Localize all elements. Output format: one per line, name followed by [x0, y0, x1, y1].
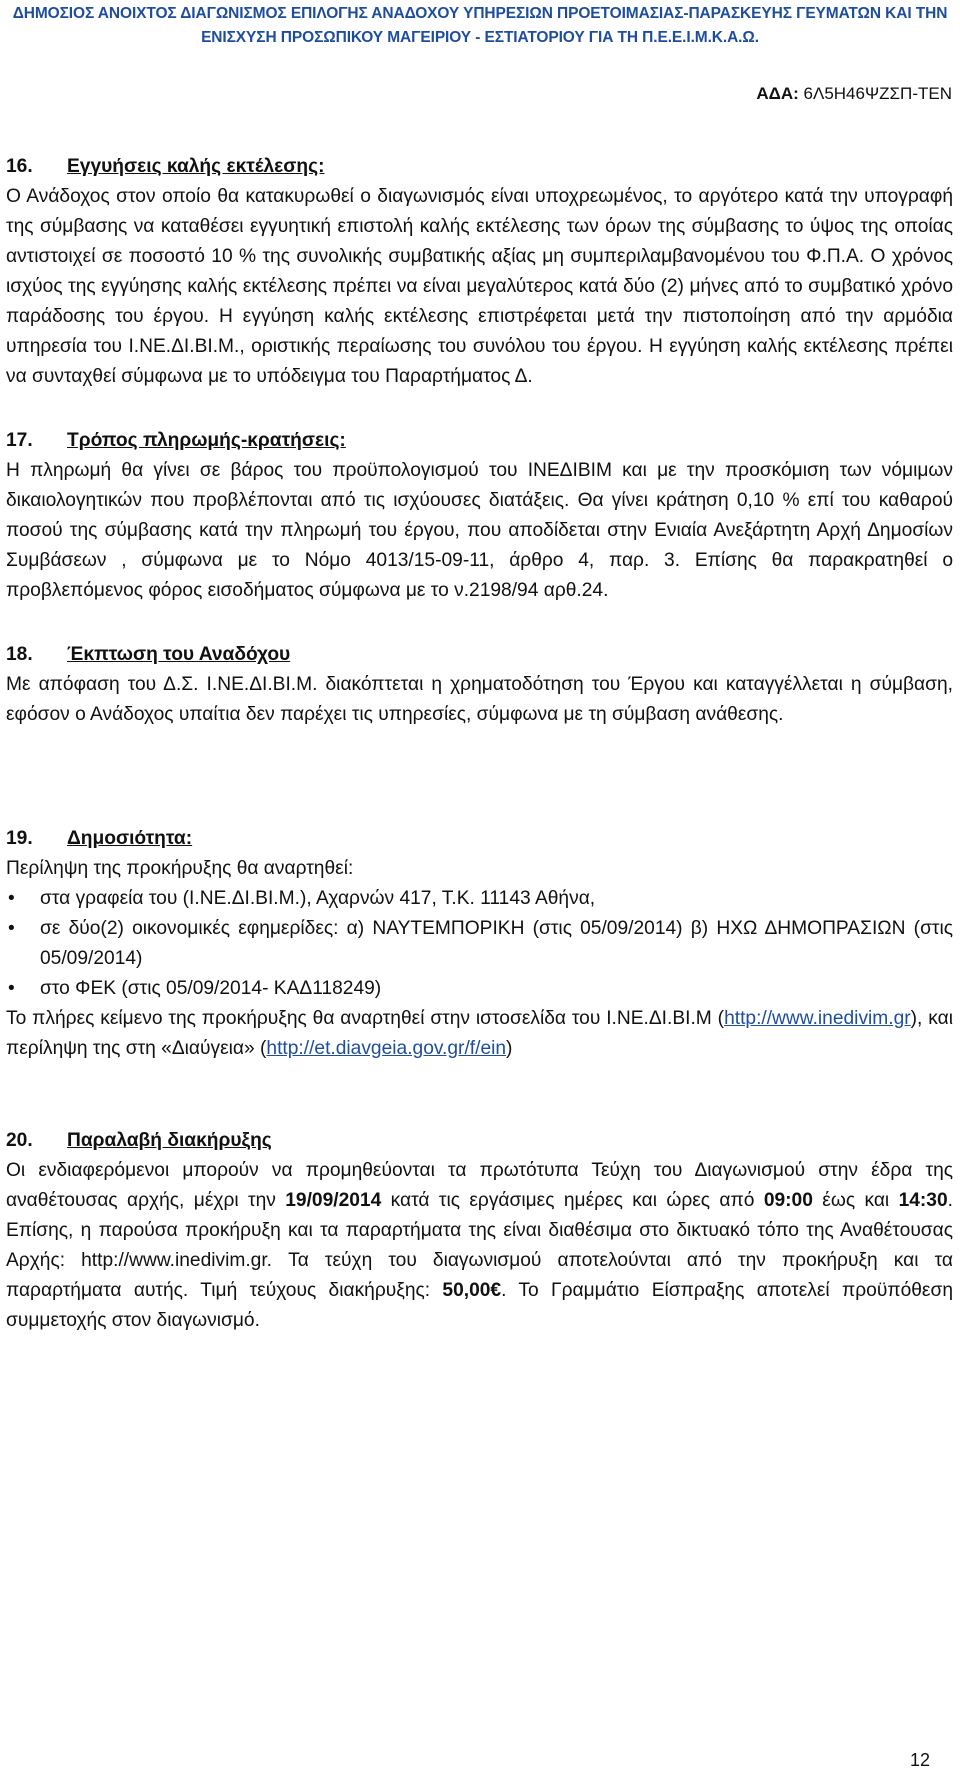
- text-part-4: . Επίσης, η παρούσα προκήρυξη και τα παραρτήματα της είναι διαθέσιμα στο δικτυακό τόπο της Αναθέτουσας Αρχής: http://www.inedivim.gr. Τα τεύχη του διαγωνισμού αποτελούνται από την προκήρυξη και τα παραρτήματα αυτής. Τιμή τεύχους διακήρυξης:: [6, 1190, 953, 1301]
- document-header: [0, 2, 960, 50]
- section-intro: Περίληψη της προκήρυξης θα αναρτηθεί:: [6, 858, 354, 879]
- section-16: [6, 152, 953, 392]
- document-price: 50,00€: [442, 1280, 502, 1301]
- list-item-text: στα γραφεία του (Ι.ΝΕ.ΔΙ.ΒΙ.Μ.), Αχαρνών 417, Τ.Κ. 11143 Αθήνα,: [40, 888, 596, 909]
- section-heading: [6, 824, 953, 854]
- section-number: 19.: [6, 828, 33, 849]
- section-number: 20.: [6, 1130, 33, 1151]
- section-title: Τρόπος πληρωμής-κρατήσεις:: [67, 430, 346, 451]
- header-line-2: ΕΝΙΣΧΥΣΗ ΠΡΟΣΩΠΙΚΟΥ ΜΑΓΕΙΡΙΟΥ - ΕΣΤΙΑΤΟΡΙΟΥ ΓΙΑ ΤΗ Π.Ε.Ε.Ι.Μ.Κ.Α.Ω.: [201, 29, 759, 46]
- section-heading: [6, 426, 953, 456]
- list-item-text: σε δύο(2) οικονομικές εφημερίδες: α) ΝΑΥΤΕΜΠΟΡΙΚΗ (στις 05/09/2014) β) ΗΧΩ ΔΗΜΟΠΡΑΣΙΩΝ (στις 05/09/2014): [40, 918, 953, 969]
- list-item: [6, 884, 953, 914]
- section-text: Ο Ανάδοχος στον οποίο θα κατακυρωθεί ο διαγωνισμός είναι υποχρεωμένος, το αργότερο κατά την υπογραφή της σύμβασης να καταθέσει εγγυητική επιστολή καλής εκτέλεσης των όρων της σύμβασης το ύψος της οποίας αντιστοιχεί σε ποσοστό 10 % της συνολικής συμβατικής αξίας μη συμπεριλαμβανομένου του Φ.Π.Α. Ο χρόνος ισχύος της εγγύησης καλής εκτέλεσης πρέπει να είναι μεγαλύτερος κατά δύο (2) μήνες από το συμβατικό χρόνο παράδοσης του έργου. Η εγγύηση καλής εκτέλεσης επιστρέφεται μετά την πιστοποίηση από την αρμόδια υπηρεσία του Ι.ΝΕ.ΔΙ.ΒΙ.Μ., οριστικής περαίωσης του συνόλου του έργου. Η εγγύηση καλής εκτέλεσης πρέπει να συνταχθεί σύμφωνα με το υπόδειγμα του Παραρτήματος Δ.: [6, 186, 953, 387]
- bullet-icon: •: [8, 918, 15, 939]
- outro-text-b: ), και περίληψη της στη «Διαύγεια» (: [6, 1008, 953, 1059]
- list-item-text: στο ΦΕΚ (στις 05/09/2014- ΚΑΔ118249): [40, 978, 382, 999]
- section-outro: [6, 1004, 953, 1064]
- outro-text-a: Το πλήρες κείμενο της προκήρυξης θα αναρτηθεί στην ιστοσελίδα του Ι.ΝΕ.ΔΙ.ΒΙ.Μ (: [6, 1008, 725, 1029]
- list-item: [6, 974, 953, 1004]
- section-number: 18.: [6, 644, 33, 665]
- text-part-3: έως και: [812, 1190, 899, 1211]
- section-18: [6, 640, 953, 730]
- text-part-5: . Το Γραμμάτιο Είσπραξης αποτελεί προϋπόθεση συμμετοχής στον διαγωνισμό.: [6, 1280, 953, 1331]
- section-19: [6, 824, 953, 1064]
- section-heading: [6, 152, 953, 182]
- ada-label: ΑΔΑ:: [756, 84, 799, 103]
- section-heading: [6, 1126, 953, 1156]
- page-number: 12: [909, 1750, 930, 1770]
- header-line-1: ΔΗΜΟΣΙΟΣ ΑΝΟΙΧΤΟΣ ΔΙΑΓΩΝΙΣΜΟΣ ΕΠΙΛΟΓΗΣ ΑΝΑΔΟΧΟΥ ΥΠΗΡΕΣΙΩΝ ΠΡΟΕΤΟΙΜΑΣΙΑΣ-ΠΑΡΑΣΚΕΥΗΣ ΓΕΥΜΑΤΩΝ ΚΑΙ ΤΗΝ: [12, 5, 948, 22]
- hours-to: 14:30: [898, 1190, 948, 1211]
- text-part-2: κατά τις εργάσιμες ημέρες και ώρες από: [381, 1190, 764, 1211]
- section-text: Η πληρωμή θα γίνει σε βάρος του προϋπολογισμού του ΙΝΕΔΙΒΙΜ και με την προσκόμιση των νόμιμων δικαιολογητικών που προβλέπονται από τις ισχύουσες διατάξεις. Θα γίνει κράτηση 0,10 % επί του καθαρού ποσού της σύμβασης κατά την πληρωμή του έργου, που αποδίδεται στην Ενιαία Ανεξάρτητη Αρχή Δημοσίων Συμβάσεων , σύμφωνα με το Νόμο 4013/15-09-11, άρθρο 4, παρ. 3. Επίσης θα παρακρατηθεί ο προβλεπόμενος φόρος εισοδήματος σύμφωνα με το ν.2198/94 αρθ.24.: [6, 460, 953, 601]
- section-title: Παραλαβή διακήρυξης: [67, 1130, 272, 1151]
- diavgeia-link[interactable]: http://et.diavgeia.gov.gr/f/ein: [266, 1038, 507, 1059]
- publication-list: [6, 884, 953, 1004]
- section-title: Δημοσιότητα:: [67, 828, 193, 849]
- section-17: [6, 426, 953, 606]
- section-title: Έκπτωση του Αναδόχου: [67, 644, 291, 665]
- outro-text-c: ): [506, 1038, 513, 1059]
- section-number: 17.: [6, 430, 33, 451]
- ada-code: [756, 84, 952, 104]
- section-title: Εγγυήσεις καλής εκτέλεσης:: [67, 156, 325, 177]
- bullet-icon: •: [8, 978, 15, 999]
- section-text: [6, 1156, 953, 1336]
- section-text: Με απόφαση του Δ.Σ. Ι.ΝΕ.ΔΙ.ΒΙ.Μ. διακόπτεται η χρηματοδότηση του Έργου και καταγγέλλεται η σύμβαση, εφόσον ο Ανάδοχος υπαίτια δεν παρέχει τις υπηρεσίες, σύμφωνα με τη σύμβαση ανάθεσης.: [6, 674, 953, 725]
- list-item: [6, 914, 953, 974]
- deadline-date: 19/09/2014: [285, 1190, 382, 1211]
- section-heading: [6, 640, 953, 670]
- inedivim-link[interactable]: http://www.inedivim.gr: [724, 1008, 911, 1029]
- bullet-icon: •: [8, 888, 15, 909]
- text-part-1: Οι ενδιαφερόμενοι μπορούν να προμηθεύονται τα πρωτότυπα Τεύχη του Διαγωνισμού στην έδρα της αναθέτουσας αρχής, μέχρι την: [6, 1160, 953, 1211]
- ada-value: 6Λ5Η46ΨΖΣΠ-ΤΕΝ: [803, 84, 952, 103]
- section-number: 16.: [6, 156, 33, 177]
- document-body: [6, 152, 953, 1336]
- hours-from: 09:00: [763, 1190, 813, 1211]
- section-20: [6, 1126, 953, 1336]
